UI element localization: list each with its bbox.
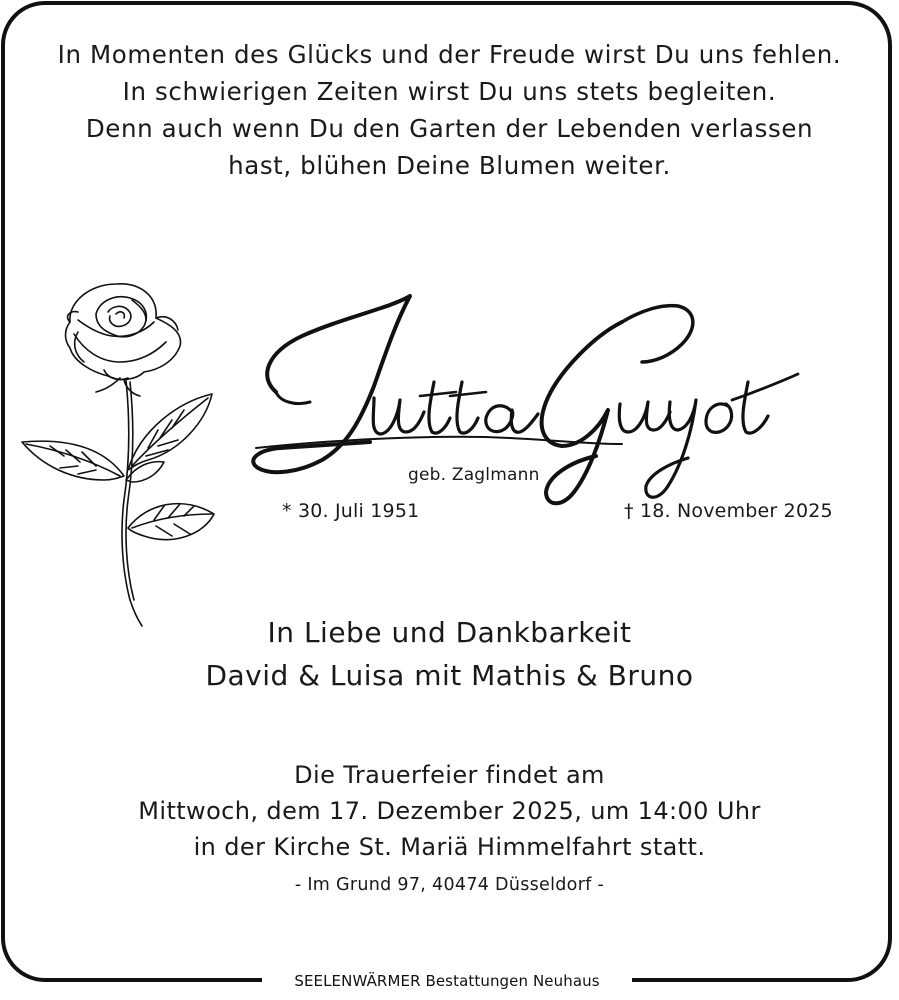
death-date: † 18. November 2025 [624, 500, 833, 522]
verse-line: In Momenten des Glücks und der Freude wirst Du uns fehlen. [57, 40, 842, 69]
mourners-block [0, 611, 899, 697]
rose-icon [8, 270, 228, 630]
verse-line: In schwierigen Zeiten wirst Du uns stets begleiten. [122, 77, 777, 106]
verse-block [0, 36, 899, 184]
service-block [0, 757, 899, 865]
service-datetime: Mittwoch, dem 17. Dezember 2025, um 14:00 Uhr [138, 797, 761, 825]
birth-date: * 30. Juli 1951 [282, 500, 420, 522]
thanks-line: In Liebe und Dankbarkeit [267, 616, 632, 649]
footer-credit: SEELENWÄRMER Bestattungen Neuhaus [294, 972, 600, 990]
service-location: in der Kirche St. Mariä Himmelfahrt statt. [193, 833, 706, 861]
verse-line: hast, blühen Deine Blumen weiter. [228, 151, 671, 180]
verse-line: Denn auch wenn Du den Garten der Lebenden verlassen [85, 114, 814, 143]
service-line: Die Trauerfeier findet am [294, 761, 605, 789]
mourners-names: David & Luisa mit Mathis & Bruno [205, 659, 694, 692]
service-address: - Im Grund 97, 40474 Düsseldorf - [294, 875, 605, 895]
maiden-name: geb. Zaglmann [408, 465, 540, 485]
